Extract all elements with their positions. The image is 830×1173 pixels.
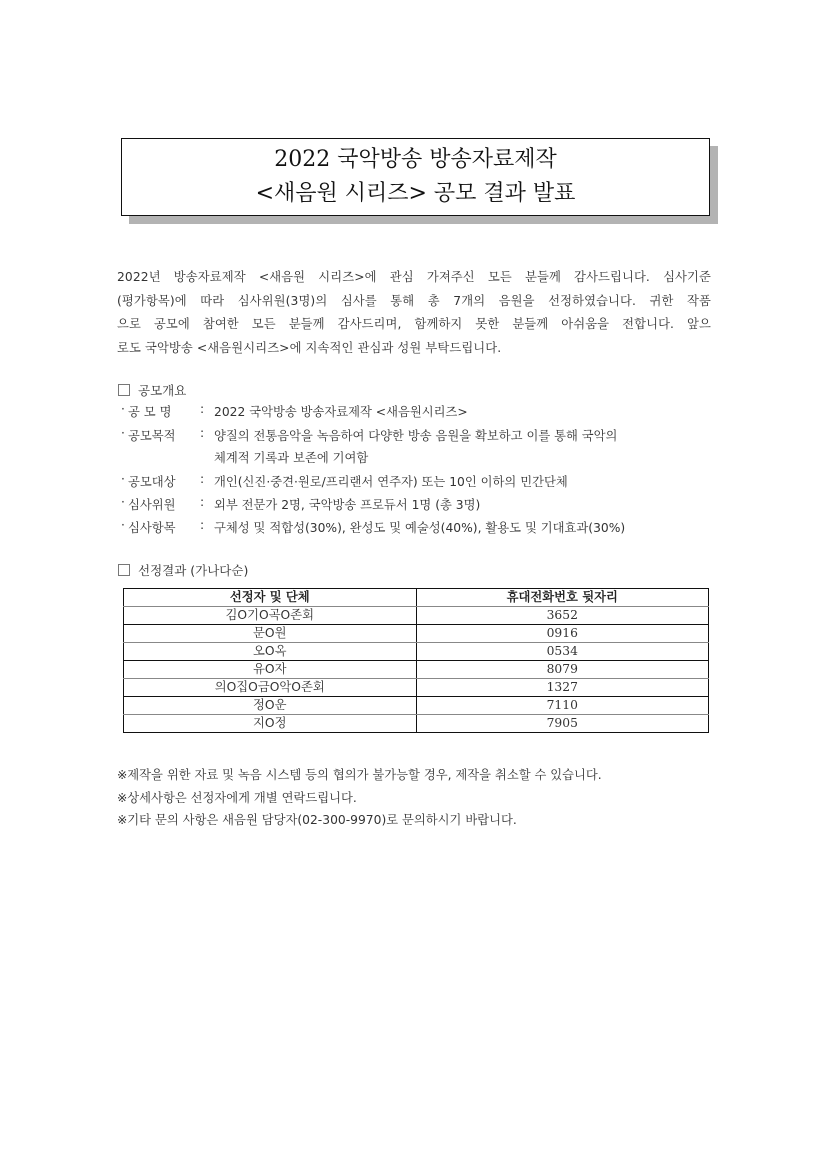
cell-name: 유O자 — [124, 661, 417, 679]
cell-phone: 3652 — [416, 607, 709, 625]
overview-value: 개인(신진·중견·원로/프리랜서 연주자) 또는 10인 이하의 민간단체 — [214, 475, 568, 489]
title-line-1: 2022 국악방송 방송자료제작 — [274, 147, 557, 172]
cell-phone: 0916 — [416, 625, 709, 643]
colon: : — [200, 472, 205, 486]
column-header-phone: 휴대전화번호 뒷자리 — [416, 589, 709, 607]
cell-name: 정O운 — [124, 697, 417, 715]
note-line: ※상세사항은 선정자에게 개별 연락드립니다. — [117, 790, 357, 805]
cell-phone: 7110 — [416, 697, 709, 715]
table-row — [124, 607, 709, 625]
overview-value: 2022 국악방송 방송자료제작 <새음원시리즈> — [214, 405, 468, 419]
cell-phone: 8079 — [416, 661, 709, 679]
table-header-row — [124, 589, 709, 607]
table-row — [124, 715, 709, 733]
results-heading — [118, 561, 248, 579]
bullet: · — [121, 472, 125, 486]
overview-key: 공모대상 — [128, 475, 176, 489]
cell-name: 지O정 — [124, 715, 417, 733]
colon: : — [200, 495, 205, 509]
cell-name: 의O집O금O악O존회 — [124, 679, 417, 697]
overview-value: 구체성 및 적합성(30%), 완성도 및 예술성(40%), 활용도 및 기대효과(30%) — [214, 521, 626, 535]
overview-value: 양질의 전통음악을 녹음하여 다양한 방송 음원을 확보하고 이를 통해 국악의 — [214, 429, 618, 443]
bullet: · — [121, 402, 125, 416]
overview-item — [118, 472, 568, 490]
page-title — [121, 138, 710, 216]
table-row — [124, 643, 709, 661]
table-row — [124, 625, 709, 643]
colon: : — [200, 402, 205, 416]
table-row — [124, 697, 709, 715]
bullet: · — [121, 495, 125, 509]
title-line-2: <새음원 시리즈> 공모 결과 발표 — [255, 181, 576, 206]
overview-item — [118, 426, 617, 444]
results-heading-label: 선정결과 (가나다순) — [138, 563, 249, 578]
cell-name: 문O원 — [124, 625, 417, 643]
intro-line: 로도 국악방송 <새음원시리즈>에 지속적인 관심과 성원 부탁드립니다. — [117, 340, 502, 355]
overview-item — [118, 518, 625, 536]
intro-line: (평가항목)에 따라 심사위원(3명)의 심사를 통해 총 7개의 음원을 선정하였습니다. 귀한 작품 — [117, 293, 711, 308]
overview-item — [118, 495, 480, 513]
overview-value: 외부 전문가 2명, 국악방송 프로듀서 1명 (총 3명) — [214, 498, 481, 512]
note-line: ※기타 문의 사항은 새음원 담당자(02-300-9970)로 문의하시기 바랍니다. — [117, 813, 517, 827]
intro-line: 으로 공모에 참여한 모든 분들께 감사드리며, 함께하지 못한 분들께 아쉬움을 전합니다. 앞으 — [117, 317, 711, 331]
overview-key: 공모목적 — [128, 429, 176, 443]
overview-heading-label: 공모개요 — [138, 383, 187, 398]
table-row — [124, 661, 709, 679]
cell-phone: 1327 — [416, 679, 709, 697]
bullet: · — [121, 518, 125, 532]
bullet: · — [121, 426, 125, 440]
colon: : — [200, 518, 205, 532]
overview-key: 심사항목 — [128, 521, 176, 535]
colon: : — [200, 426, 205, 440]
cell-phone: 7905 — [416, 715, 709, 733]
overview-heading — [118, 381, 186, 399]
overview-item — [118, 402, 468, 420]
intro-paragraph — [117, 266, 711, 360]
overview-key: 심사위원 — [128, 498, 176, 512]
cell-name: 오O옥 — [124, 643, 417, 661]
cell-name: 김O기O곡O존회 — [124, 607, 417, 625]
notes — [117, 764, 602, 832]
note-line: ※제작을 위한 자료 및 녹음 시스템 등의 협의가 불가능할 경우, 제작을 취소할 수 있습니다. — [117, 768, 602, 782]
table-row — [124, 679, 709, 697]
results-table — [123, 588, 709, 733]
checkbox-icon — [118, 384, 130, 396]
column-header-name: 선정자 및 단체 — [124, 589, 417, 607]
overview-continuation: 체계적 기록과 보존에 기여함 — [214, 451, 369, 465]
overview-key: 공 모 명 — [128, 405, 172, 419]
cell-phone: 0534 — [416, 643, 709, 661]
intro-line: 2022년 방송자료제작 <새음원 시리즈>에 관심 가져주신 모든 분들께 감사드립니다. 심사기준 — [117, 270, 711, 284]
checkbox-icon — [118, 564, 130, 576]
